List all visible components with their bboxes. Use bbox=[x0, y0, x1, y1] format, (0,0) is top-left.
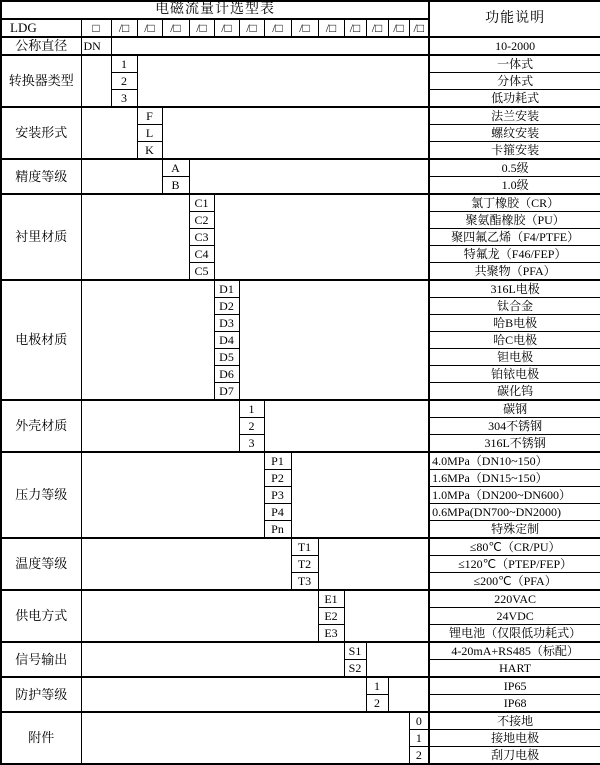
option-desc: 聚四氟乙烯（F4/PTFE） bbox=[429, 229, 600, 246]
filler-cell bbox=[81, 55, 111, 107]
option-desc: 一体式 bbox=[429, 55, 600, 73]
category-label: 防护等级 bbox=[1, 677, 81, 712]
option-code: Pn bbox=[264, 521, 291, 539]
category-label-diameter: 公称直径 bbox=[1, 37, 81, 55]
option-desc: 聚氨酯橡胶（PU） bbox=[429, 212, 600, 229]
option-code: C1 bbox=[189, 194, 214, 212]
option-code: P2 bbox=[264, 470, 291, 487]
model-slot-box: /□ bbox=[318, 19, 344, 37]
filler-cell bbox=[264, 400, 429, 452]
option-code: E2 bbox=[318, 608, 344, 625]
option-code: T1 bbox=[291, 538, 318, 556]
model-base-box: □ bbox=[81, 19, 111, 37]
option-code: P4 bbox=[264, 504, 291, 521]
option-code: C2 bbox=[189, 212, 214, 229]
option-desc: 316L不锈钢 bbox=[429, 435, 600, 453]
category-label: 外壳材质 bbox=[1, 400, 81, 452]
option-code: 1 bbox=[409, 730, 429, 747]
option-code: P1 bbox=[264, 452, 291, 470]
filler-cell bbox=[81, 280, 214, 400]
option-desc: 钛合金 bbox=[429, 298, 600, 315]
option-desc: HART bbox=[429, 660, 600, 678]
filler-cell bbox=[81, 590, 318, 642]
category-label: 供电方式 bbox=[1, 590, 81, 642]
filler-cell bbox=[81, 452, 264, 538]
model-prefix-label: LDG bbox=[1, 19, 81, 37]
option-desc: 不接地 bbox=[429, 712, 600, 730]
option-desc: 特殊定制 bbox=[429, 521, 600, 539]
option-code: DN bbox=[81, 37, 111, 55]
model-slot-box: /□ bbox=[189, 19, 214, 37]
filler-cell bbox=[81, 712, 409, 764]
option-desc: 1.6MPa（DN15~150） bbox=[429, 470, 600, 487]
filler-cell bbox=[291, 452, 429, 538]
category-label: 信号输出 bbox=[1, 642, 81, 677]
category-label: 附件 bbox=[1, 712, 81, 764]
category-label: 转换器类型 bbox=[1, 55, 81, 107]
option-code: 2 bbox=[239, 418, 264, 435]
option-desc: ≤120℃（PTEP/FEP） bbox=[429, 556, 600, 573]
filler-cell bbox=[81, 538, 291, 590]
option-desc: 法兰安装 bbox=[429, 107, 600, 125]
option-code: E1 bbox=[318, 590, 344, 608]
option-desc: 碳钢 bbox=[429, 400, 600, 418]
option-desc: 氯丁橡胶（CR） bbox=[429, 194, 600, 212]
model-slot-box: /□ bbox=[388, 19, 409, 37]
option-desc: ≤80℃（CR/PU） bbox=[429, 538, 600, 556]
model-slot-box: /□ bbox=[366, 19, 388, 37]
option-code: F bbox=[137, 107, 162, 125]
filler-cell bbox=[137, 55, 429, 107]
option-desc: 304不锈钢 bbox=[429, 418, 600, 435]
option-code: 2 bbox=[409, 747, 429, 765]
option-code: D4 bbox=[214, 332, 239, 349]
option-desc: 特氟龙（F46/FEP） bbox=[429, 246, 600, 263]
option-code: 3 bbox=[239, 435, 264, 453]
model-slot-box: /□ bbox=[239, 19, 264, 37]
option-code: T2 bbox=[291, 556, 318, 573]
category-label: 安装形式 bbox=[1, 107, 81, 159]
option-code: B bbox=[162, 177, 189, 195]
model-slot-box: /□ bbox=[291, 19, 318, 37]
option-desc: 卡箍安装 bbox=[429, 142, 600, 160]
option-code: K bbox=[137, 142, 162, 160]
option-desc: 哈B电极 bbox=[429, 315, 600, 332]
option-code: E3 bbox=[318, 625, 344, 643]
option-code: 1 bbox=[366, 677, 388, 695]
option-code: D3 bbox=[214, 315, 239, 332]
option-desc: 0.5级 bbox=[429, 159, 600, 177]
filler-cell bbox=[81, 159, 162, 194]
filler-cell bbox=[318, 538, 429, 590]
filler-cell bbox=[81, 107, 137, 159]
filler-cell bbox=[388, 677, 429, 712]
option-code: T3 bbox=[291, 573, 318, 591]
option-desc: 低功耗式 bbox=[429, 90, 600, 108]
filler-cell bbox=[81, 400, 239, 452]
option-desc: 接地电极 bbox=[429, 730, 600, 747]
option-code: P3 bbox=[264, 487, 291, 504]
category-label: 压力等级 bbox=[1, 452, 81, 538]
option-desc: 碳化钨 bbox=[429, 383, 600, 401]
category-label: 温度等级 bbox=[1, 538, 81, 590]
filler-cell bbox=[344, 590, 429, 642]
option-code: D1 bbox=[214, 280, 239, 298]
option-desc: 0.6MPa(DN700~DN2000) bbox=[429, 504, 600, 521]
option-desc: 共聚物（PFA） bbox=[429, 263, 600, 281]
option-code: C5 bbox=[189, 263, 214, 281]
option-code: 1 bbox=[239, 400, 264, 418]
model-slot-box: /□ bbox=[137, 19, 162, 37]
option-code: S2 bbox=[344, 660, 366, 678]
option-code: D2 bbox=[214, 298, 239, 315]
option-desc: 1.0MPa（DN200~DN600） bbox=[429, 487, 600, 504]
option-code: 3 bbox=[111, 90, 137, 108]
option-code: C4 bbox=[189, 246, 214, 263]
option-desc: 分体式 bbox=[429, 73, 600, 90]
option-desc: IP68 bbox=[429, 695, 600, 713]
filler-cell bbox=[81, 642, 344, 677]
model-slot-box: /□ bbox=[344, 19, 366, 37]
filler-cell bbox=[111, 37, 429, 55]
option-desc: IP65 bbox=[429, 677, 600, 695]
function-column-header: 功能说明 bbox=[429, 1, 600, 37]
option-code: D6 bbox=[214, 366, 239, 383]
filler-cell bbox=[81, 677, 366, 712]
option-code: L bbox=[137, 125, 162, 142]
option-desc: 刮刀电极 bbox=[429, 747, 600, 765]
category-label: 电极材质 bbox=[1, 280, 81, 400]
option-desc: 10-2000 bbox=[429, 37, 600, 55]
option-desc: 螺纹安装 bbox=[429, 125, 600, 142]
model-slot-box: /□ bbox=[409, 19, 429, 37]
option-code: 2 bbox=[111, 73, 137, 90]
option-code: A bbox=[162, 159, 189, 177]
option-code: C3 bbox=[189, 229, 214, 246]
model-slot-box: /□ bbox=[214, 19, 239, 37]
option-desc: 1.0级 bbox=[429, 177, 600, 195]
option-code: D7 bbox=[214, 383, 239, 401]
table-title: 电磁流量计选型表 bbox=[1, 1, 429, 19]
filler-cell bbox=[81, 194, 189, 280]
option-code: 2 bbox=[366, 695, 388, 713]
category-label: 衬里材质 bbox=[1, 194, 81, 280]
option-code: 0 bbox=[409, 712, 429, 730]
category-label: 精度等级 bbox=[1, 159, 81, 194]
model-slot-box: /□ bbox=[162, 19, 189, 37]
option-desc: 220VAC bbox=[429, 590, 600, 608]
option-desc: ≤200℃（PFA） bbox=[429, 573, 600, 591]
model-slot-box: /□ bbox=[264, 19, 291, 37]
option-desc: 钽电极 bbox=[429, 349, 600, 366]
filler-cell bbox=[239, 280, 429, 400]
filler-cell bbox=[162, 107, 429, 159]
model-slot-box: /□ bbox=[111, 19, 137, 37]
option-code: D5 bbox=[214, 349, 239, 366]
option-desc: 4.0MPa（DN10~150） bbox=[429, 452, 600, 470]
option-code: S1 bbox=[344, 642, 366, 660]
filler-cell bbox=[189, 159, 429, 194]
option-desc: 锂电池（仅限低功耗式） bbox=[429, 625, 600, 643]
option-desc: 铂铱电极 bbox=[429, 366, 600, 383]
option-desc: 4-20mA+RS485（标配） bbox=[429, 642, 600, 660]
filler-cell bbox=[366, 642, 429, 677]
option-desc: 24VDC bbox=[429, 608, 600, 625]
option-desc: 316L电极 bbox=[429, 280, 600, 298]
option-desc: 哈C电极 bbox=[429, 332, 600, 349]
option-code: 1 bbox=[111, 55, 137, 73]
filler-cell bbox=[214, 194, 429, 280]
